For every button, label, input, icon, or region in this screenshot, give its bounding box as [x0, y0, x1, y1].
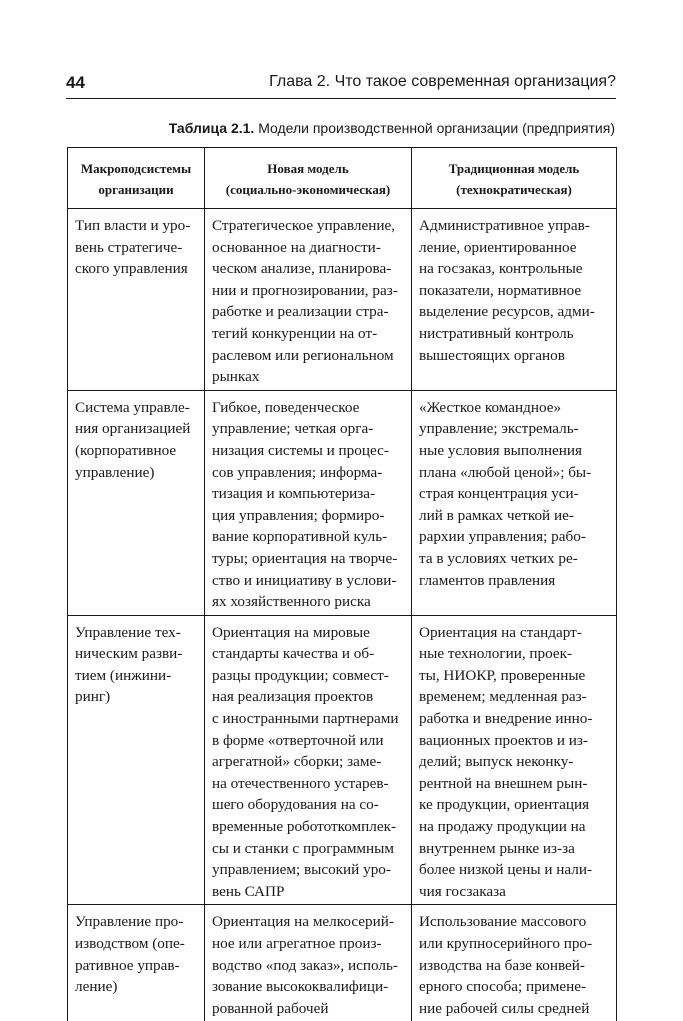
- header-traditional-model: Традиционная модель (технократическая): [412, 148, 617, 209]
- table-row: [68, 209, 617, 391]
- new-model-cell: Стратегическое управление, основанное на диагности- ческом анализе, планирова- нии и прогнозировании, раз- работке и реализации стра- тегий конкуренции на от- раслевом или региональном рынках: [205, 209, 412, 391]
- row-subsystem-cell: Управление про- изводством (опе- ративное управ- ление): [68, 905, 205, 1021]
- models-table: [67, 147, 617, 1021]
- traditional-model-cell: «Жесткое командное» управление; экстремаль- ные условия выполнения плана «любой ценой»; бы- страя концентрация уси- лий в рамках четкой ие- рархии управления; рабо- та в условиях четких ре- гламентов правления: [412, 390, 617, 615]
- row-subsystem-cell: Управление тех- ническим разви- тием (инжини- ринг): [68, 615, 205, 905]
- traditional-model-cell: Ориентация на стандарт- ные технологии, проек- ты, НИОКР, проверенные временем; медленная раз- работка и внедрение инно- вационных проектов и из- делий; выпуск неконку- рентной на внешнем рын- ке продукции, ориентация на продажу продукции на внутреннем рынке из-за более низкой цены и нали- чия госзаказа: [412, 615, 617, 905]
- row-subsystem-cell: Тип власти и уро- вень стратегиче- ского управления: [68, 209, 205, 391]
- table-row: [68, 615, 617, 905]
- traditional-model-cell: Административное управ- ление, ориентированное на госзаказ, контрольные показатели, нормативное выделение ресурсов, адми- нистративный контроль вышестоящих органов: [412, 209, 617, 391]
- running-header: [66, 70, 616, 98]
- traditional-model-cell: Использование массового или крупносерийного про- изводства на базе конвей- ерного способа; примене- ние рабочей силы средней: [412, 905, 617, 1021]
- new-model-cell: Гибкое, поведенческое управление; четкая орга- низация системы и процес- сов управления; информа- тизация и компьютериза- ция управления; формиро- вание корпоративной куль- туры; ориентация на творче- ство и инициативу в услови- ях хозяйственного риска: [205, 390, 412, 615]
- table-caption-label: Таблица 2.1.: [168, 120, 255, 136]
- table-header-row: [68, 148, 617, 209]
- new-model-cell: Ориентация на мировые стандарты качества и об- разцы продукции; совмест- ная реализация проектов с иностранными партнерами в форме «отверточной или агрегатной» сборки; заме- на отечественного устарев- шего оборудования на со- временные робототкомплек- сы и станки с программным управлением; высокий уро- вень САПР: [205, 615, 412, 905]
- page-number: 44: [66, 73, 85, 92]
- row-subsystem-cell: Система управле- ния организацией (корпоративное управление): [68, 390, 205, 615]
- new-model-cell: Ориентация на мелкосерий- ное или агрегатное произ- водство «под заказ», исполь- зование высококвалифици- рованной рабочей: [205, 905, 412, 1021]
- header-rule: [66, 98, 616, 99]
- table-caption-text: Модели производственной организации (предприятия): [258, 120, 615, 136]
- header-macrosubsystems: Макроподсистемы организации: [68, 148, 205, 209]
- table-caption: [169, 120, 615, 136]
- header-new-model: Новая модель (социально-экономическая): [205, 148, 412, 209]
- chapter-title: Глава 2. Что такое современная организация?: [269, 73, 616, 90]
- table-row: [68, 905, 617, 1021]
- table-row: [68, 390, 617, 615]
